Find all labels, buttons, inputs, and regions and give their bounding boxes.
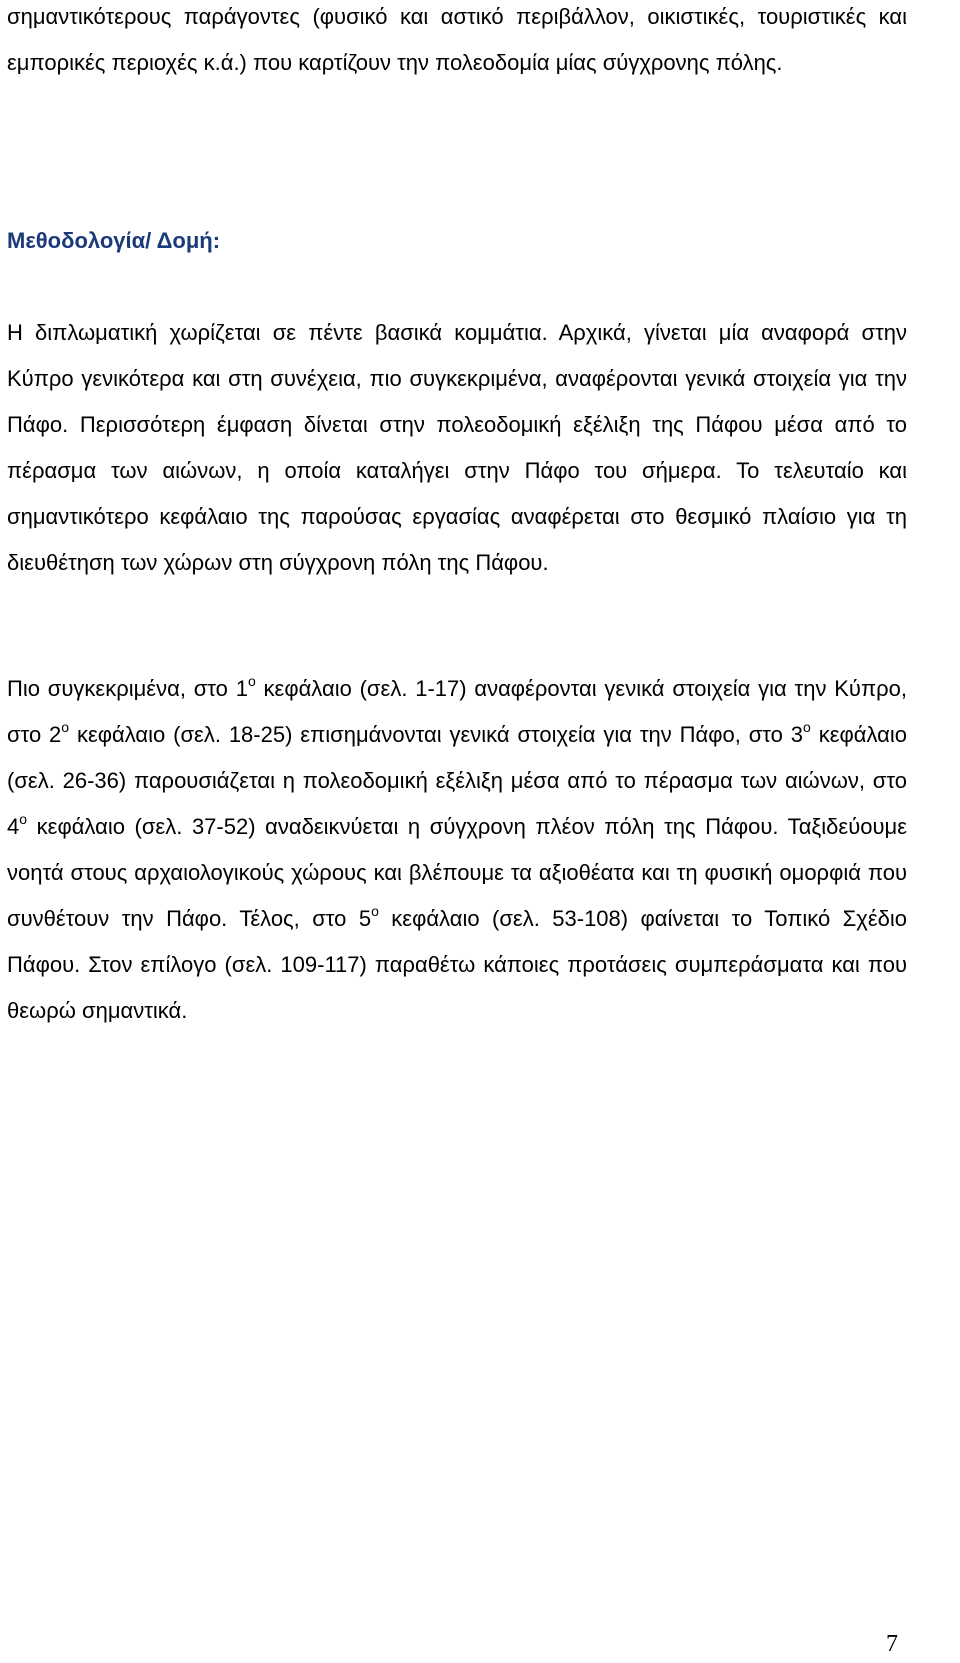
ordinal-superscript-5: ο	[371, 903, 379, 919]
ordinal-superscript-2: ο	[61, 719, 70, 735]
intro-paragraph: σημαντικότερους παράγοντες (φυσικό και αστικό περιβάλλον, οικιστικές, τουριστικές και εμπορικές περιοχές κ.ά.) που καρτίζουν την πολεοδομία μίας σύγχρονης πόλης.	[7, 4, 907, 75]
structure-paragraph: Η διπλωματική χωρίζεται σε πέντε βασικά κομμάτια. Αρχικά, γίνεται μία αναφορά στην Κύπρο γενικότερα και στη συνέχεια, πιο συγκεκριμένα, αναφέρονται γενικά στοιχεία για την Πάφο. Περισσότερη έμφαση δίνεται στην πολεοδομική εξέλιξη της Πάφου μέσα από το πέρασμα των αιώνων, η οποία καταλήγει στην Πάφο του σήμερα. Το τελευταίο και σημαντικότερο κεφάλαιο της παρούσας εργασίας αναφέρεται στο θεσμικό πλαίσιο για τη διευθέτηση των χώρων στη σύγχρονη πόλη της Πάφου.	[7, 320, 907, 575]
section-heading: Μεθοδολογία/ Δομή:	[7, 228, 221, 253]
chapters-text-4: κεφάλαιο (σελ. 26-36) παρουσιάζεται η πολεοδομική εξέλιξη μέσα από το πέρασμα των αιώνων, στο 4	[7, 722, 907, 839]
chapters-text-2: κεφάλαιο (σελ. 1-17) αναφέρονται γενικά στοιχεία για την Κύπρο, στο 2	[7, 676, 907, 747]
ordinal-superscript-1: ο	[247, 673, 256, 689]
chapters-text-5: κεφάλαιο (σελ. 37-52) αναδεικνύεται η σύγχρονη πλέον πόλη της Πάφου. Ταξιδεύουμε νοητά στους αρχαιολογικούς χώρους και βλέπουμε τα αξιοθέατα και τη φυσική ομορφιά που συνθέτουν την Πάφο. Τέλος, στο 5	[7, 814, 907, 931]
ordinal-superscript-3: ο	[803, 719, 811, 735]
page-number: 7	[886, 1631, 898, 1657]
chapters-paragraph	[7, 666, 907, 1034]
chapters-text-1: Πιο συγκεκριμένα, στο 1	[7, 676, 248, 701]
ordinal-superscript-4: ο	[19, 811, 28, 827]
chapters-text-6: κεφάλαιο (σελ. 53-108) φαίνεται το Τοπικό Σχέδιο Πάφου. Στον επίλογο (σελ. 109-117) παραθέτω κάποιες προτάσεις συμπεράσματα και που θεωρώ σημαντικά.	[7, 906, 907, 1023]
chapters-text-3: κεφάλαιο (σελ. 18-25) επισημάνονται γενικά στοιχεία για την Πάφο, στο 3	[69, 722, 804, 747]
